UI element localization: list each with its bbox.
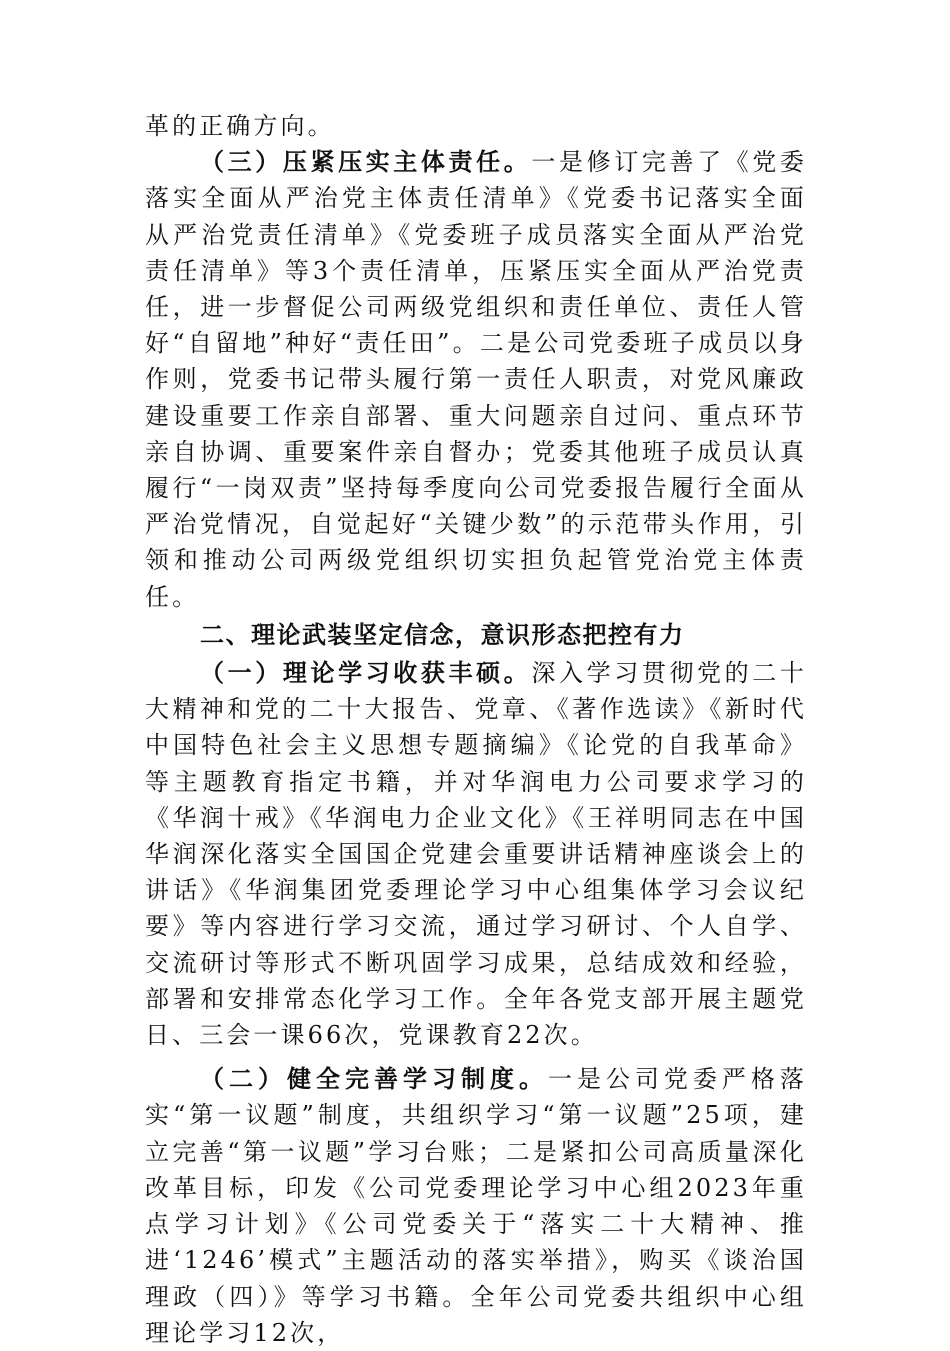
paragraph-study-system — [145, 1061, 807, 1351]
subheading-responsibility: （三）压紧压实主体责任。 — [200, 148, 532, 177]
paragraph-theory-study — [145, 655, 807, 1053]
paragraph-text: 一是修订完善了《党委落实全面从严治党主体责任清单》《党委书记落实全面从严治党责任清单》《党委班子成员落实全面从严治党责任清单》等3个责任清单，压紧压实全面从严治党责任，进一步督促公司两级党组织和责任单位、责任人管好“自留地”种好“责任田”。二是公司党委班子成员以身作则，党委书记带头履行第一责任人职责，对党风廉政建设重要工作亲自部署、重大问题亲自过问、重点环节亲自协调、重要案件亲自督办；党委其他班子成员认真履行“一岗双责”坚持每季度向公司党委报告履行全面从严治党情况，自觉起好“关键少数”的示范带头作用，引领和推动公司两级党组织切实担负起管党治党主体责任。 — [145, 148, 808, 611]
paragraph-responsibility — [145, 144, 807, 615]
paragraph-text: 革的正确方向。 — [145, 112, 335, 140]
paragraph-text: 一是公司党委严格落实“第一议题”制度，共组织学习“第一议题”25项，建立完善“第一议题”学习台账；二是紧扣公司高质量深化改革目标，印发《公司党委理论学习中心组2023年重点学习计划》《公司党委关于“落实二十大精神、推进‘1246’模式”主题活动的落实举措》，购买《谈治国理政（四）》等学习书籍。全年公司党委共组织中心组理论学习12次， — [145, 1065, 807, 1347]
paragraph-continued — [145, 108, 807, 144]
document-page — [145, 108, 807, 1351]
subheading-study-system: （二）健全完善学习制度。 — [200, 1065, 548, 1094]
section-heading: 二、理论武装坚定信念，意识形态把控有力 — [200, 620, 685, 649]
paragraph-text: 深入学习贯彻党的二十大精神和党的二十大报告、党章、《著作选读》《新时代中国特色社会主义思想专题摘编》《论党的自我革命》等主题教育指定书籍，并对华润电力公司要求学习的《华润十戒》《华润电力企业文化》《王祥明同志在中国华润深化落实全国国企党建会重要讲话精神座谈会上的讲话》《华润集团党委理论学习中心组集体学习会议纪要》等内容进行学习交流，通过学习研讨、个人自学、交流研讨等形式不断巩固学习成果，总结成效和经验，部署和安排常态化学习工作。全年各党支部开展主题党日、三会一课66次，党课教育22次。 — [145, 659, 808, 1050]
subheading-theory-study: （一）理论学习收获丰硕。 — [200, 659, 532, 688]
